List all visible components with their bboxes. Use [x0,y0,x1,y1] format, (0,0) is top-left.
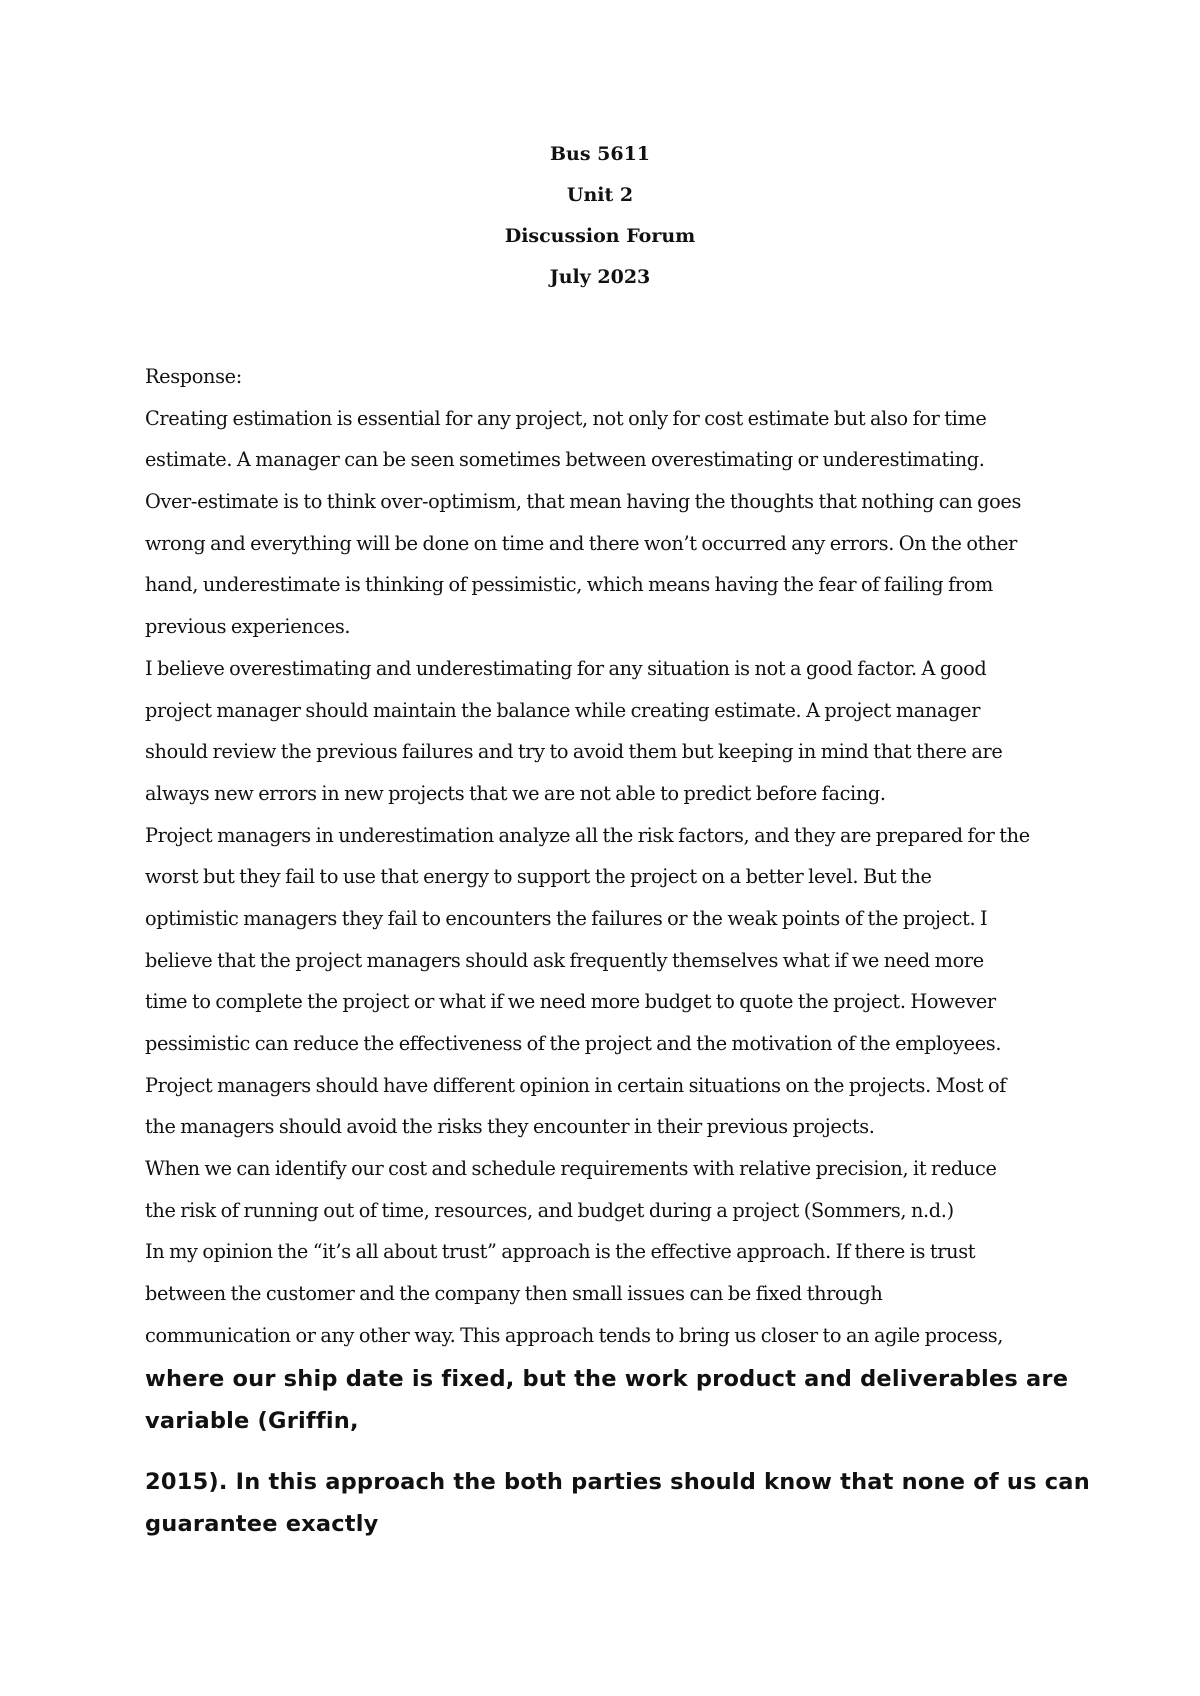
text-line: between the customer and the company then small issues can be fixed through [145,1282,883,1306]
text-line: In my opinion the “it’s all about trust” approach is the effective approach. If there is trust [145,1240,976,1264]
text-line: where our ship date is fixed, but the work product and deliverables are [145,1366,1069,1392]
text-line: Project managers should have different opinion in certain situations on the projects. Most of [145,1073,1007,1097]
text-line: worst but they fail to use that energy to support the project on a better level. But the [145,865,932,889]
text-line: pessimistic can reduce the effectiveness of the project and the motivation of the employees. [145,1032,1002,1055]
text-line: When we can identify our cost and schedule requirements with relative precision, it reduce [145,1157,997,1181]
text-line: variable (Griffin, [145,1408,359,1434]
text-line: time to complete the project or what if we need more budget to quote the project. However [145,990,996,1014]
text-line: always new errors in new projects that we are not able to predict before facing. [145,781,886,805]
document-date: July 2023 [549,266,651,288]
sans-paragraph-a [145,1365,1075,1449]
text-line: estimate. A manager can be seen sometimes between overestimating or underestimating. [145,448,985,472]
text-line: the managers should avoid the risks they encounter in their previous projects. [145,1115,875,1139]
course-code: Bus 5611 [549,143,651,165]
sans-paragraph-b [145,1468,1090,1552]
text-line: the risk of running out of time, resources, and budget during a project (Sommers, n.d.) [145,1198,954,1222]
text-line: previous experiences. [145,615,351,639]
text-line: guarantee exactly [145,1511,379,1537]
text-line: communication or any other way. This approach tends to bring us closer to an agile process, [145,1323,1004,1347]
text-line: I believe overestimating and underestimating for any situation is not a good factor. A good [145,656,987,680]
text-line: should review the previous failures and try to avoid them but keeping in mind that there are [145,740,1003,764]
text-line: believe that the project managers should ask frequently themselves what if we need more [145,948,984,972]
text-line: project manager should maintain the balance while creating estimate. A project manager [145,698,981,722]
document-header [0,143,1200,307]
text-line: wrong and everything will be done on time and there won’t occurred any errors. On the other [145,531,1018,555]
text-line: Over-estimate is to think over-optimism, that mean having the thoughts that nothing can goes [145,490,1022,514]
text-line: Project managers in underestimation analyze all the risk factors, and they are prepared for the [145,823,1030,847]
response-label: Response: [145,365,242,388]
text-line: 2015). In this approach the both parties should know that none of us can [145,1469,1090,1495]
text-line: Creating estimation is essential for any project, not only for cost estimate but also for time [145,406,987,430]
text-line: optimistic managers they fail to encounters the failures or the weak points of the project. I [145,906,988,930]
response-body [145,356,1075,1357]
unit-label: Unit 2 [566,184,634,206]
text-line: hand, underestimate is thinking of pessimistic, which means having the fear of failing from [145,573,993,597]
document-title: Discussion Forum [504,225,696,247]
